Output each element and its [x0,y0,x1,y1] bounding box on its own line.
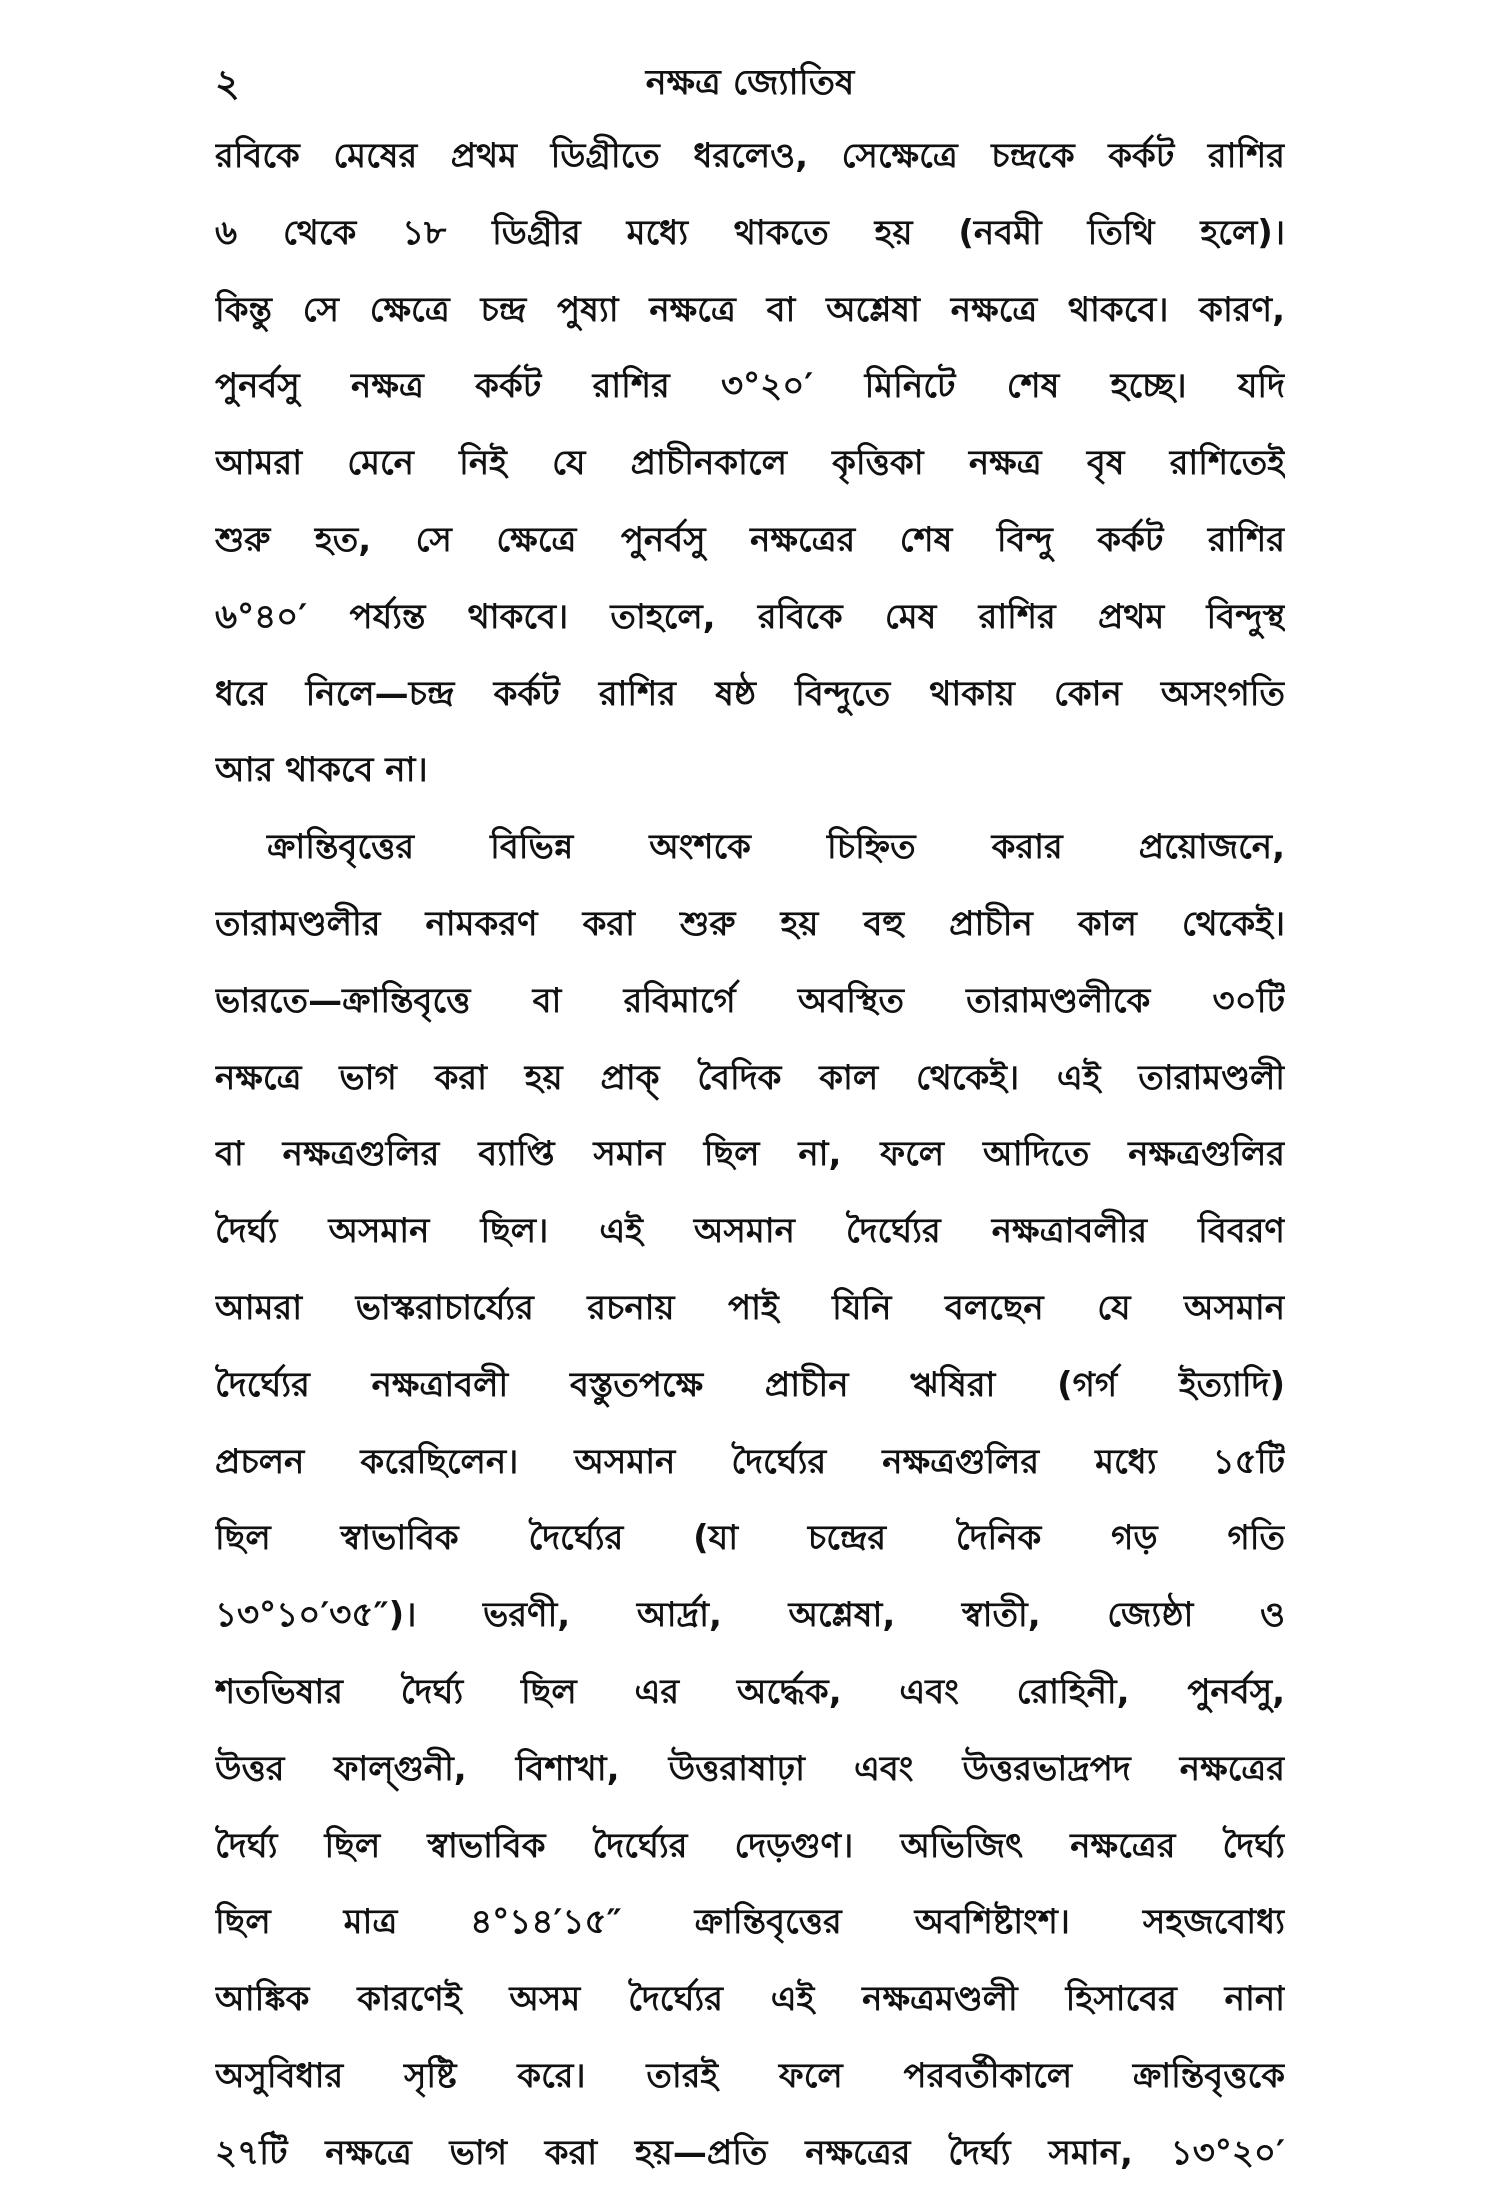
text-line: আর থাকবে না। [215,750,428,791]
text-line: আমরা ভাস্করাচার্য্যের রচনায় পাই যিনি বলছেন যে অসমান [215,1287,1285,1328]
text-line: প্রচলন করেছিলেন। অসমান দৈর্ঘ্যের নক্ষত্রগুলির মধ্যে ১৫টি [215,1441,1285,1482]
text-line: দৈর্ঘ্যের নক্ষত্রাবলী বস্তুতপক্ষে প্রাচীন ঋষিরা (গর্গ ইত্যাদি) [215,1364,1285,1405]
text-line: অসুবিধার সৃষ্টি করে। তারই ফলে পরবর্তীকালে ক্রান্তিবৃত্তকে [215,2055,1285,2096]
paragraph-2 [215,809,1285,2191]
text-line: শুরু হত, সে ক্ষেত্রে পুনর্বসু নক্ষত্রের শেষ বিন্দু কর্কট রাশির [215,519,1285,560]
text-line: ২৭টি নক্ষত্রে ভাগ করা হয়—প্রতি নক্ষত্রের দৈর্ঘ্য সমান, ১৩°২০′ [215,2132,1285,2173]
text-line: ছিল মাত্র ৪°১৪′১৫″ ক্রান্তিবৃত্তের অবশিষ্টাংশ। সহজবোধ্য [215,1902,1285,1943]
text-line: আঙ্কিক কারণেই অসম দৈর্ঘ্যের এই নক্ষত্রমণ্ডলী হিসাবের নানা [215,1979,1285,2020]
text-line: রবিকে মেষের প্রথম ডিগ্রীতে ধরলেও, সেক্ষেত্রে চন্দ্রকে কর্কট রাশির [215,136,1285,176]
text-line: পুনর্বসু নক্ষত্র কর্কট রাশির ৩°২০′ মিনিটে শেষ হচ্ছে। যদি [215,366,1285,407]
text-line: বা নক্ষত্রগুলির ব্যাপ্তি সমান ছিল না, ফলে আদিতে নক্ষত্রগুলির [215,1134,1285,1175]
text-line: দৈর্ঘ্য অসমান ছিল। এই অসমান দৈর্ঘ্যের নক্ষত্রাবলীর বিবরণ [215,1211,1285,1252]
text-line: ১৩°১০′৩৫″)। ভরণী, আর্দ্রা, অশ্লেষা, স্বাতী, জ্যেষ্ঠা ও [215,1595,1285,1636]
text-line: আমরা মেনে নিই যে প্রাচীনকালে কৃত্তিকা নক্ষত্র বৃষ রাশিতেই [215,443,1285,484]
text-line: নক্ষত্রে ভাগ করা হয় প্রাক্ বৈদিক কাল থেকেই। এই তারামণ্ডলী [215,1057,1285,1098]
text-line: ছিল স্বাভাবিক দৈর্ঘ্যের (যা চন্দ্রের দৈনিক গড় গতি [215,1518,1285,1559]
text-line: দৈর্ঘ্য ছিল স্বাভাবিক দৈর্ঘ্যের দেড়গুণ। অভিজিৎ নক্ষত্রের দৈর্ঘ্য [215,1825,1285,1866]
text-line: উত্তর ফাল্গুনী, বিশাখা, উত্তরাষাঢ়া এবং উত্তরভাদ্রপদ নক্ষত্রের [215,1748,1285,1789]
text-line: ক্রান্তিবৃত্তের বিভিন্ন অংশকে চিহ্নিত করার প্রয়োজনে, [267,827,1285,868]
text-line: শতভিষার দৈর্ঘ্য ছিল এর অর্দ্ধেক, এবং রোহিনী, পুনর্বসু, [215,1671,1285,1712]
page-header [215,48,1285,118]
text-line: কিন্তু সে ক্ষেত্রে চন্দ্র পুষ্যা নক্ষত্রে বা অশ্লেষা নক্ষত্রে থাকবে। কারণ, [215,289,1285,330]
text-line: ৬ থেকে ১৮ ডিগ্রীর মধ্যে থাকতে হয় (নবমী তিথি হলে)। [215,212,1285,253]
text-line: ধরে নিলে—চন্দ্র কর্কট রাশির ষষ্ঠ বিন্দুতে থাকায় কোন অসংগতি [215,673,1285,714]
text-line: তারামণ্ডলীর নামকরণ করা শুরু হয় বহু প্রাচীন কাল থেকেই। [215,903,1285,944]
text-line: ভারতে—ক্রান্তিবৃত্তে বা রবিমার্গে অবস্থিত তারামণ্ডলীকে ৩০টি [215,980,1285,1021]
paragraph-1 [215,118,1285,809]
page-number: ২ [215,61,240,105]
body-text [215,118,1285,2192]
text-line: ৬°৪০′ পর্য্যন্ত থাকবে। তাহলে, রবিকে মেষ রাশির প্রথম বিন্দুস্থ [215,596,1285,637]
running-title: নক্ষত্র জ্যোতিষ [645,63,855,103]
